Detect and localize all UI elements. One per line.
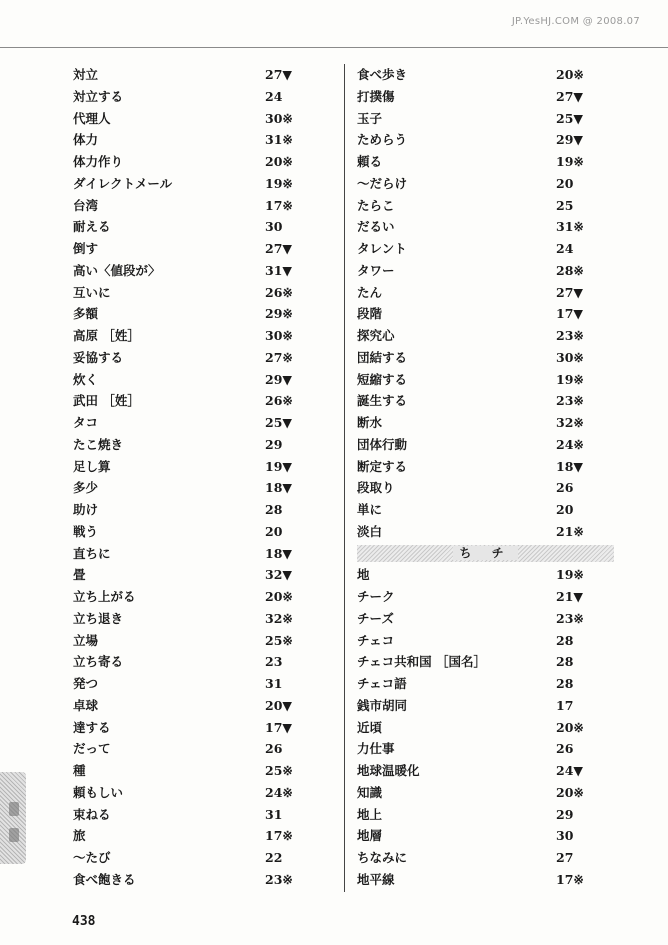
- index-entry: [73, 760, 313, 782]
- entry-page-ref: 20: [556, 175, 574, 191]
- index-entry: [357, 325, 617, 347]
- section-header-chi: [357, 545, 614, 562]
- entry-page-ref: 27▼: [265, 67, 293, 82]
- entry-term: チェコ語: [357, 676, 407, 691]
- entry-term: チェコ共和国 ［国名］: [357, 654, 486, 670]
- index-entry: [73, 608, 313, 630]
- index-entry: [357, 760, 617, 782]
- index-entry: [357, 738, 617, 760]
- index-entry: [73, 869, 313, 891]
- entry-term: 地層: [357, 828, 383, 844]
- index-entry: [73, 347, 313, 369]
- entry-term: 打撲傷: [357, 88, 395, 104]
- entry-term: 単に: [357, 502, 383, 517]
- entry-page-ref: 20: [265, 523, 283, 539]
- entry-term: 代理人: [73, 110, 111, 126]
- entry-term: 多少: [73, 480, 99, 496]
- index-column-right: [357, 64, 617, 891]
- index-group-ta: [357, 64, 617, 543]
- entry-page-ref: 21※: [556, 523, 584, 539]
- entry-page-ref: 19▼: [265, 458, 293, 474]
- index-entry: [357, 608, 617, 630]
- entry-term: 断定する: [357, 458, 408, 474]
- entry-term: ～たび: [73, 850, 111, 865]
- index-entry: [357, 695, 617, 717]
- entry-page-ref: 29: [265, 436, 283, 452]
- entry-page-ref: 30※: [556, 349, 584, 365]
- index-entry: [73, 151, 313, 173]
- entry-page-ref: 31※: [265, 132, 293, 148]
- entry-page-ref: 30: [556, 828, 574, 844]
- index-entry: [357, 673, 617, 695]
- entry-term: 玉子: [357, 110, 383, 126]
- entry-page-ref: 26: [556, 480, 574, 496]
- entry-page-ref: 25※: [265, 763, 293, 778]
- entry-term: 知識: [357, 784, 383, 800]
- entry-page-ref: 30: [265, 219, 283, 235]
- index-column-left: [73, 64, 313, 891]
- entry-page-ref: 26: [556, 741, 574, 757]
- index-entry: [357, 630, 617, 652]
- entry-term: タワー: [357, 262, 395, 278]
- page-number: 438: [72, 914, 96, 929]
- entry-term: 淡白: [357, 523, 383, 539]
- entry-term: 誕生する: [357, 393, 408, 409]
- index-entry: [73, 108, 313, 130]
- entry-term: 地: [357, 567, 370, 583]
- entry-term: タレント: [357, 241, 407, 256]
- index-entry: [73, 216, 313, 238]
- index-entry: [73, 260, 313, 282]
- entry-page-ref: 17※: [265, 197, 293, 213]
- index-entry: [73, 195, 313, 217]
- entry-term: 食べ飽きる: [73, 871, 136, 887]
- entry-term: 旅: [73, 828, 86, 844]
- entry-term: たこ焼き: [73, 436, 124, 452]
- entry-page-ref: 27▼: [265, 241, 293, 256]
- entry-term: 戦う: [73, 523, 99, 539]
- entry-page-ref: 28: [265, 502, 283, 517]
- index-entry: [73, 543, 313, 565]
- index-entry: [357, 390, 617, 412]
- thumb-index-glyph: [9, 802, 19, 816]
- index-entry: [73, 499, 313, 521]
- entry-term: 対立: [73, 67, 99, 82]
- entry-page-ref: 20▼: [265, 697, 293, 713]
- entry-term: 耐える: [73, 219, 111, 235]
- entry-page-ref: 24※: [556, 436, 584, 452]
- entry-page-ref: 23※: [556, 610, 584, 626]
- entry-term: 立場: [73, 632, 99, 648]
- entry-term: ～だらけ: [357, 175, 408, 191]
- entry-term: だって: [73, 741, 111, 757]
- entry-page-ref: 29▼: [556, 132, 584, 148]
- site-watermark: JP.YesHJ.COM @ 2008.07: [511, 16, 640, 27]
- entry-page-ref: 20※: [556, 784, 584, 800]
- index-entry: [357, 369, 617, 391]
- index-entry: [73, 303, 313, 325]
- entry-page-ref: 26※: [265, 393, 293, 409]
- entry-page-ref: 24: [556, 241, 574, 256]
- entry-term: 足し算: [73, 458, 111, 474]
- entry-term: だるい: [357, 219, 395, 235]
- entry-page-ref: 31▼: [265, 262, 293, 278]
- entry-page-ref: 32※: [265, 610, 293, 626]
- index-entry: [73, 586, 313, 608]
- entry-term: たん: [357, 284, 383, 300]
- index-entry: [357, 86, 617, 108]
- index-entry: [357, 412, 617, 434]
- entry-term: 短縮する: [357, 371, 408, 387]
- index-entry: [357, 521, 617, 543]
- index-entry: [357, 195, 617, 217]
- entry-page-ref: 20※: [556, 719, 584, 735]
- entry-term: ためらう: [357, 132, 408, 148]
- entry-term: 卓球: [73, 697, 99, 713]
- index-entry: [73, 804, 313, 826]
- entry-page-ref: 19※: [556, 567, 584, 583]
- index-entry: [357, 238, 617, 260]
- index-entry: [73, 325, 313, 347]
- entry-term: 高原 ［姓］: [73, 328, 140, 343]
- index-entry: [357, 847, 617, 869]
- entry-page-ref: 30※: [265, 328, 293, 343]
- index-entry: [357, 825, 617, 847]
- entry-page-ref: 32※: [556, 415, 584, 430]
- entry-term: 互いに: [73, 284, 111, 300]
- entry-term: 多額: [73, 306, 99, 322]
- entry-term: 地上: [357, 806, 383, 822]
- index-entry: [357, 717, 617, 739]
- index-entry: [73, 738, 313, 760]
- entry-page-ref: 29※: [265, 306, 293, 322]
- index-entry: [73, 390, 313, 412]
- entry-page-ref: 17▼: [556, 306, 584, 322]
- entry-term: チーズ: [357, 610, 394, 626]
- entry-page-ref: 28: [556, 632, 574, 648]
- index-entry: [73, 564, 313, 586]
- entry-term: 探究心: [357, 328, 395, 343]
- entry-term: タコ: [73, 415, 99, 430]
- entry-page-ref: 20※: [265, 589, 293, 604]
- entry-term: 断水: [357, 415, 383, 430]
- entry-page-ref: 28※: [556, 262, 584, 278]
- entry-page-ref: 31: [265, 676, 283, 691]
- entry-term: 達する: [73, 719, 111, 735]
- index-entry: [357, 499, 617, 521]
- entry-page-ref: 25▼: [556, 110, 584, 126]
- entry-term: 力仕事: [357, 741, 395, 757]
- entry-term: 頼る: [357, 154, 383, 169]
- index-entry: [73, 173, 313, 195]
- index-entry: [73, 477, 313, 499]
- entry-page-ref: 26※: [265, 284, 293, 300]
- index-entry: [73, 521, 313, 543]
- index-entry: [73, 434, 313, 456]
- entry-page-ref: 18▼: [265, 545, 293, 561]
- entry-page-ref: 21▼: [556, 589, 584, 604]
- entry-page-ref: 29▼: [265, 371, 293, 387]
- entry-page-ref: 18▼: [556, 458, 584, 474]
- thumb-index-glyph: [9, 828, 19, 842]
- entry-term: 地平線: [357, 871, 395, 887]
- entry-page-ref: 24▼: [556, 763, 584, 778]
- entry-term: 直ちに: [73, 545, 111, 561]
- entry-page-ref: 17▼: [265, 719, 293, 735]
- entry-page-ref: 31: [265, 806, 283, 822]
- entry-term: 近頃: [357, 719, 383, 735]
- entry-term: 炊く: [73, 371, 99, 387]
- index-entry: [73, 825, 313, 847]
- index-entry: [357, 129, 617, 151]
- entry-page-ref: 19※: [556, 154, 584, 169]
- index-entry: [357, 456, 617, 478]
- entry-term: 頼もしい: [73, 784, 124, 800]
- entry-term: 妥協する: [73, 349, 124, 365]
- entry-term: 発つ: [73, 676, 99, 691]
- index-entry: [357, 282, 617, 304]
- entry-term: 助け: [73, 502, 99, 517]
- entry-page-ref: 22: [265, 850, 283, 865]
- index-entry: [357, 260, 617, 282]
- entry-page-ref: 17※: [265, 828, 293, 844]
- index-entry: [73, 456, 313, 478]
- entry-term: 束ねる: [73, 806, 111, 822]
- index-entry: [73, 717, 313, 739]
- entry-page-ref: 25▼: [265, 415, 293, 430]
- entry-page-ref: 32▼: [265, 567, 293, 583]
- entry-term: 倒す: [73, 241, 99, 256]
- entry-page-ref: 25: [556, 197, 574, 213]
- index-entry: [73, 86, 313, 108]
- entry-page-ref: 17※: [556, 871, 584, 887]
- index-entry: [73, 238, 313, 260]
- index-entry: [357, 216, 617, 238]
- entry-term: 対立する: [73, 88, 124, 104]
- index-entry: [73, 847, 313, 869]
- entry-page-ref: 27▼: [556, 88, 584, 104]
- entry-term: 団結する: [357, 349, 408, 365]
- entry-page-ref: 31※: [556, 219, 584, 235]
- entry-term: チェコ: [357, 632, 395, 648]
- entry-term: 体力: [73, 132, 99, 148]
- index-entry: [357, 173, 617, 195]
- entry-page-ref: 25※: [265, 632, 293, 648]
- index-entry: [357, 869, 617, 891]
- index-entry: [357, 64, 617, 86]
- index-entry: [73, 369, 313, 391]
- index-entry: [357, 782, 617, 804]
- entry-term: 立ち寄る: [73, 654, 124, 670]
- index-entry: [357, 477, 617, 499]
- index-entry: [73, 782, 313, 804]
- index-entry: [73, 673, 313, 695]
- index-entry: [357, 804, 617, 826]
- entry-page-ref: 26: [265, 741, 283, 757]
- index-entry: [357, 564, 617, 586]
- entry-page-ref: 20※: [556, 67, 584, 82]
- entry-term: 地球温暖化: [357, 763, 420, 778]
- entry-term: 畳: [73, 567, 86, 583]
- entry-page-ref: 23※: [265, 871, 293, 887]
- entry-term: 高い〈値段が〉: [73, 262, 161, 278]
- entry-term: 団体行動: [357, 436, 408, 452]
- section-header-label: ち チ: [453, 546, 517, 560]
- index-entry: [73, 651, 313, 673]
- entry-term: 段階: [357, 306, 383, 322]
- entry-term: 台湾: [73, 197, 99, 213]
- index-entry: [357, 651, 617, 673]
- entry-page-ref: 30※: [265, 110, 293, 126]
- entry-term: 立ち上がる: [73, 589, 136, 604]
- column-divider: [344, 64, 345, 892]
- index-entry: [73, 630, 313, 652]
- entry-term: 銭市胡同: [357, 697, 408, 713]
- index-entry: [357, 108, 617, 130]
- index-entry: [73, 695, 313, 717]
- index-entry: [357, 347, 617, 369]
- header-rule: [0, 47, 668, 48]
- entry-page-ref: 28: [556, 676, 574, 691]
- index-group-chi: [357, 564, 617, 890]
- index-entry: [357, 151, 617, 173]
- entry-page-ref: 28: [556, 654, 574, 670]
- entry-term: 種: [73, 763, 86, 778]
- index-entry: [357, 303, 617, 325]
- entry-page-ref: 19※: [556, 371, 584, 387]
- entry-term: 食べ歩き: [357, 67, 408, 82]
- entry-page-ref: 27▼: [556, 284, 584, 300]
- entry-page-ref: 20※: [265, 154, 293, 169]
- entry-page-ref: 18▼: [265, 480, 293, 496]
- index-entry: [73, 412, 313, 434]
- entry-term: ダイレクトメール: [73, 175, 173, 191]
- entry-term: 立ち退き: [73, 610, 124, 626]
- entry-page-ref: 20: [556, 502, 574, 517]
- entry-page-ref: 24: [265, 88, 283, 104]
- entry-page-ref: 23※: [556, 393, 584, 409]
- index-entry: [73, 129, 313, 151]
- entry-page-ref: 23: [265, 654, 283, 670]
- entry-term: ちなみに: [357, 850, 408, 865]
- entry-page-ref: 29: [556, 806, 574, 822]
- entry-term: 段取り: [357, 480, 395, 496]
- entry-term: 体力作り: [73, 154, 124, 169]
- entry-term: チーク: [357, 589, 395, 604]
- entry-term: たらこ: [357, 197, 395, 213]
- entry-page-ref: 27: [556, 850, 574, 865]
- thumb-index-tab: [0, 772, 26, 864]
- entry-page-ref: 17: [556, 697, 574, 713]
- entry-term: 武田 ［姓］: [73, 393, 140, 409]
- index-entry: [73, 64, 313, 86]
- index-entry: [357, 586, 617, 608]
- entry-page-ref: 23※: [556, 328, 584, 343]
- entry-page-ref: 24※: [265, 784, 293, 800]
- index-entry: [73, 282, 313, 304]
- index-entry: [357, 434, 617, 456]
- entry-page-ref: 19※: [265, 175, 293, 191]
- entry-page-ref: 27※: [265, 349, 293, 365]
